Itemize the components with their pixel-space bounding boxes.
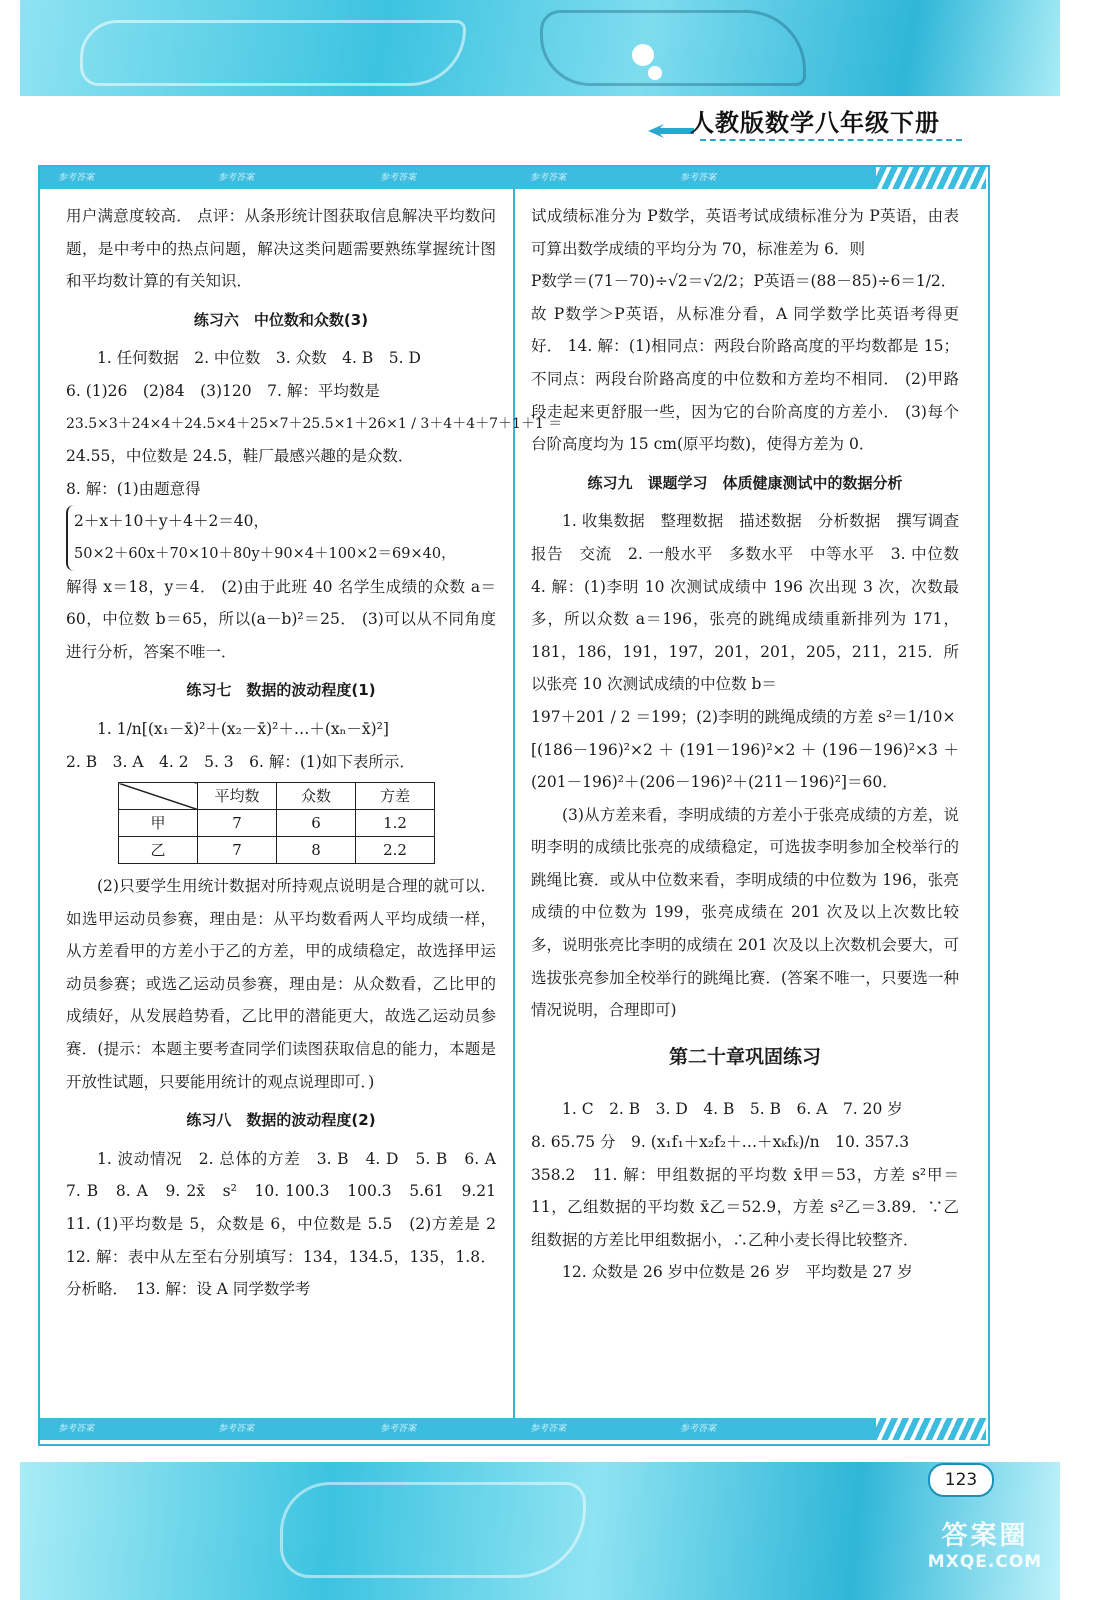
watermark-url: MXQE.COM — [927, 1552, 1043, 1572]
banner-dot — [632, 44, 654, 66]
band-label: 参考答案 — [58, 1424, 95, 1434]
answer-line: 8. 65.75 分 9. (x₁f₁＋x₂f₂＋…＋xₖfₖ)/n 10. 357.3 — [531, 1133, 910, 1152]
formula-line: P数学＝(71－70)÷√2＝√2/2；P英语＝(88－85)÷6＝1/2． — [531, 272, 957, 291]
banner-sketch — [540, 10, 806, 86]
answer-line: 1. C 2. B 3. D 4. B 5. B 6. A 7. 20 岁 — [562, 1100, 903, 1119]
right-column — [531, 200, 975, 1289]
answer-line: 1. 任何数据 2. 中位数 3. 众数 4. B 5. D — [97, 349, 421, 368]
header-divider — [700, 139, 962, 141]
paragraph: 1. 波动情况 2. 总体的方差 3. B 4. D 5. B 6. A 7. B 8. A 9. 2x̄ s² 10. 100.3 100.3 5.61 9.21 11. (1)平均数是 5，众数是 6，中位数是 5.5 (2)方差是 2 12. 解：表中从左至右分别填写：134，134.5，135，1.8．分析略． 13. 解：设 A 同学数学考 — [66, 1149, 512, 1299]
banner-sketch — [280, 1482, 586, 1578]
answer-line: 12. 众数是 26 岁中位数是 26 岁 平均数是 27 岁 — [562, 1263, 913, 1282]
band-label: 参考答案 — [218, 173, 255, 183]
answer-line: 2. B 3. A 4. 2 5. 3 6. 解：(1)如下表所示． — [66, 752, 415, 771]
table-row — [119, 837, 435, 864]
band-stripes — [876, 1418, 986, 1440]
row-label: 乙 — [119, 837, 198, 864]
band-label: 参考答案 — [380, 173, 417, 183]
answer-line: 解得 x＝18，y＝4． (2)由于此班 40 名学生成绩的众数 a＝60，中位数 b＝65，所以(a－b)²＝25． (3)可以从不同角度进行分析，答案不唯一． — [66, 577, 496, 661]
watermark-text: 答案圈 — [941, 1521, 1029, 1551]
book-title: 人教版数学八年级下册 — [690, 109, 940, 137]
formula-line: [(186－196)²×2＋(191－196)²×2＋(196－196)²×3＋(201－196)²＋(206－196)²＋(211－196)²]＝60． — [531, 740, 959, 792]
band-label: 参考答案 — [218, 1424, 255, 1434]
equation-system — [66, 505, 496, 570]
table-cell: 2.2 — [356, 837, 435, 864]
section-heading: 练习八 数据的波动程度(2) — [186, 1111, 376, 1130]
table-corner — [119, 783, 198, 810]
section-heading: 练习七 数据的波动程度(1) — [186, 681, 376, 700]
table-header: 平均数 — [198, 783, 277, 810]
arrow-icon — [648, 124, 694, 138]
paragraph: 1. 收集数据 整理数据 描述数据 分析数据 撰写调查报告 交流 2. 一般水平 多数水平 中等水平 3. 中位数 4. 解：(1)李明 10 次测试成绩中 196 次出现 3 次，次数最多，所以众数 a＝196，张亮的跳绳成绩重新排列为 171，181，186，191，197，201，201，205，211，215．所以张亮 10 次测试成绩的中位数 b＝ — [531, 512, 975, 694]
top-decorative-banner — [20, 0, 1060, 96]
banner-sketch — [80, 20, 466, 86]
table-header: 方差 — [356, 783, 435, 810]
paragraph: 358.2 11. 解：甲组数据的平均数 x̄甲＝53，方差 s²甲＝11，乙组数据的平均数 x̄乙＝52.9，方差 s²乙＝3.89．∵乙组数据的方差比甲组数据小，∴乙种小麦长得比较整齐． — [531, 1165, 959, 1249]
formula-line: 197＋201 / 2 ＝199；(2)李明的跳绳成绩的方差 s²＝1/10× — [531, 707, 956, 726]
answer-line: 8. 解：(1)由题意得 — [66, 479, 201, 498]
chapter-heading: 第二十章巩固练习 — [668, 1045, 821, 1068]
banner-dot — [648, 66, 662, 80]
equation: 50×2＋60x＋70×10＋80y＋90×4＋100×2＝69×40， — [74, 545, 456, 562]
row-label: 甲 — [119, 810, 198, 837]
table-cell: 6 — [277, 810, 356, 837]
equation: 2＋x＋10＋y＋4＋2＝40， — [74, 512, 270, 531]
bottom-answer-band — [40, 1418, 986, 1440]
table-cell: 7 — [198, 837, 277, 864]
left-column — [66, 200, 563, 1306]
fraction-expression: 23.5×3＋24×4＋24.5×4＋25×7＋25.5×1＋26×1 / 3＋4＋4＋7＋1＋1 ＝ — [66, 415, 563, 432]
answer-line: 24.55，中位数是 24.5，鞋厂最感兴趣的是众数． — [66, 447, 414, 466]
answer-line: 6. (1)26 (2)84 (3)120 7. 解：平均数是 — [66, 381, 380, 400]
answer-line: 1. 1/n[(x₁－x̄)²＋(x₂－x̄)²＋…＋(xₙ－x̄)²] — [97, 719, 389, 738]
paragraph: 故 P数学＞P英语，从标准分看，A 同学数学比英语考得更好． 14. 解：(1)相同点：两段台阶路高度的平均数都是 15；不同点：两段台阶路高度的中位数和方差均不相同． (2)甲路段走起来更舒服一些，因为它的台阶高度的方差小． (3)每个台阶高度均为 15 cm(原平均数)，使得方差为 0． — [531, 304, 959, 454]
section-heading: 练习六 中位数和众数(3) — [193, 310, 369, 329]
paragraph: 试成绩标准分为 P数学，英语考试成绩标准分为 P英语，由表可算出数学成绩的平均分为 70，标准差为 6．则 — [531, 207, 959, 258]
band-label: 参考答案 — [58, 173, 95, 183]
band-label: 参考答案 — [380, 1424, 417, 1434]
watermark — [900, 1515, 1070, 1572]
table-cell: 1.2 — [356, 810, 435, 837]
table-cell: 7 — [198, 810, 277, 837]
band-label: 参考答案 — [530, 173, 567, 183]
paragraph: (2)只要学生用统计数据对所持观点说明是合理的就可以．如选甲运动员参赛，理由是：从平均数看两人平均成绩一样，从方差看甲的方差小于乙的方差，甲的成绩稳定，故选择甲运动员参赛；或选乙运动员参赛，理由是：从众数看，乙比甲的成绩好，从发展趋势看，乙比甲的潜能更大，故选乙运动员参赛．(提示：本题主要考查同学们读图获取信息的能力，本题是开放性试题，只要能用统计的观点说理即可．) — [66, 877, 496, 1091]
paragraph: (3)从方差来看，李明成绩的方差小于张亮成绩的方差，说明李明的成绩比张亮的成绩稳定，可选拔李明参加全校举行的跳绳比赛．或从中位数来看，李明成绩的中位数为 196，张亮成绩的中位数为 199，张亮成绩在 201 次及以上次数比较多，说明张亮比李明的成绩在 201 次及以上次数机会要大，可选拔张亮参加全校举行的跳绳比赛．(答案不唯一，只要选一种情况说明，合理即可) — [531, 805, 959, 1020]
page-number: 123 — [928, 1463, 994, 1497]
band-stripes — [876, 167, 986, 189]
table-row — [119, 810, 435, 837]
top-answer-band — [40, 167, 986, 189]
band-label: 参考答案 — [680, 1424, 717, 1434]
section-heading: 练习九 课题学习 体质健康测试中的数据分析 — [587, 473, 903, 492]
table-cell: 8 — [277, 837, 356, 864]
band-label: 参考答案 — [680, 173, 717, 183]
band-label: 参考答案 — [530, 1424, 567, 1434]
table-header: 众数 — [277, 783, 356, 810]
paragraph: 用户满意度较高． 点评：从条形统计图获取信息解决平均数问题，是中考中的热点问题，解决这类问题需要熟练掌握统计图和平均数计算的有关知识． — [66, 207, 496, 291]
column-divider — [513, 189, 515, 1418]
data-table — [118, 782, 435, 864]
